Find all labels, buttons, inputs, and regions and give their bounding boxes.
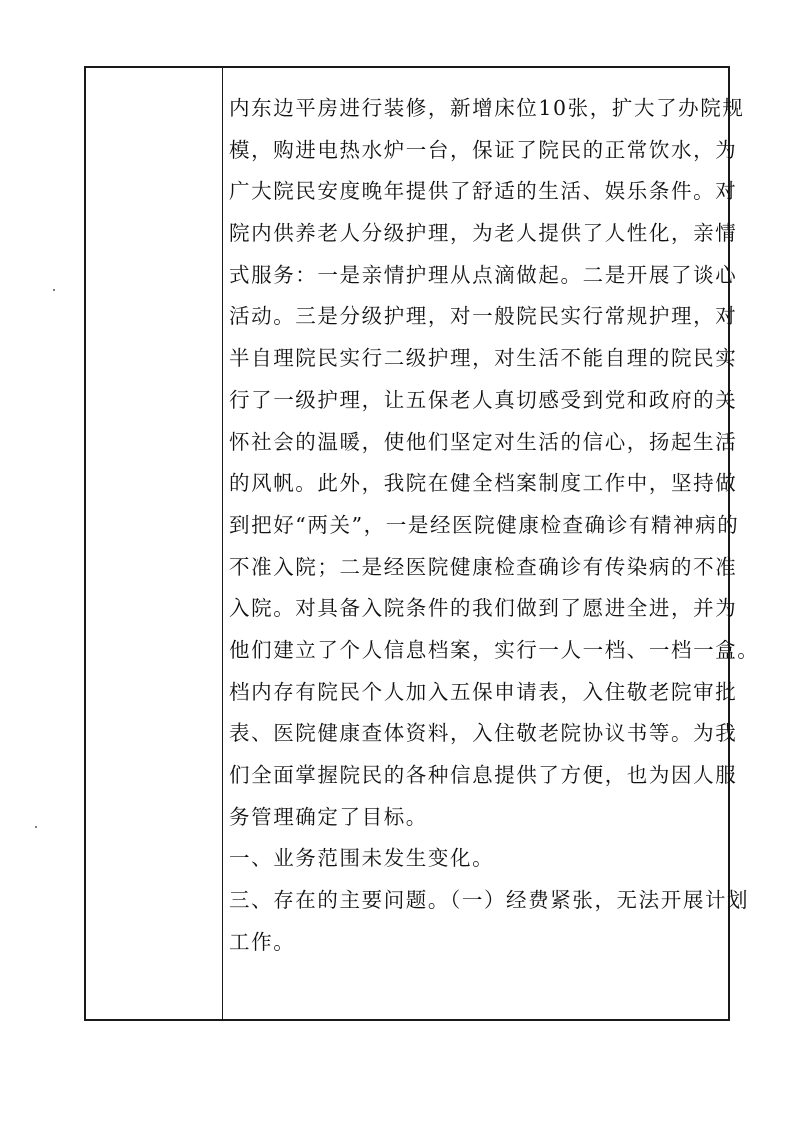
text-line: 他们建立了个人信息档案，实行一人一档、一档一盒。 [229, 637, 760, 662]
text-line: 务管理确定了目标。 [229, 804, 428, 829]
text-line: 模，购进电热水炉一台，保证了院民的正常饮水，为 [229, 137, 738, 162]
section-heading: 一、业务范围未发生变化。 [229, 846, 495, 871]
text-line: 活动。三是分级护理，对一般院民实行常规护理，对 [229, 304, 738, 329]
text-line: 表、医院健康查体资料，入住敬老院协议书等。为我 [229, 721, 738, 746]
text-line: 档内存有院民个人加入五保申请表，入住敬老院审批 [229, 679, 738, 704]
form-table [84, 66, 760, 1021]
text-line: 广大院民安度晚年提供了舒适的生活、娱乐条件。对 [229, 179, 738, 204]
text-line: 入院。对具备入院条件的我们做到了愿进全进，并为 [229, 596, 738, 621]
scan-speck [53, 289, 55, 291]
section-heading: 三、存在的主要问题。（一）经费紧张，无法开展计划 [229, 888, 750, 913]
text-line: 到把好“两关”，一是经医院健康检查确诊有精神病的 [229, 512, 740, 537]
text-line: 院内供养老人分级护理，为老人提供了人性化，亲情 [229, 221, 738, 246]
table-content-cell [229, 88, 760, 963]
text-line: 半自理院民实行二级护理，对生活不能自理的院民实 [229, 346, 738, 371]
text-line: 行了一级护理，让五保老人真切感受到党和政府的关 [229, 387, 738, 412]
text-line: 不准入院；二是经医院健康检查确诊有传染病的不准 [229, 554, 738, 579]
text-line: 怀社会的温暖，使他们坚定对生活的信心，扬起生活 [229, 429, 738, 454]
scan-speck [35, 826, 37, 828]
text-line: 的风帆。此外，我院在健全档案制度工作中，坚持做 [229, 471, 738, 496]
text-line: 式服务：一是亲情护理从点滴做起。二是开展了谈心 [229, 262, 738, 287]
text-line: 内东边平房进行装修，新增床位10张，扩大了办院规 [229, 96, 745, 120]
text-line: 工作。 [229, 929, 296, 954]
table-left-column [86, 68, 223, 1019]
text-line: 们全面掌握院民的各种信息提供了方便，也为因人服 [229, 763, 738, 787]
